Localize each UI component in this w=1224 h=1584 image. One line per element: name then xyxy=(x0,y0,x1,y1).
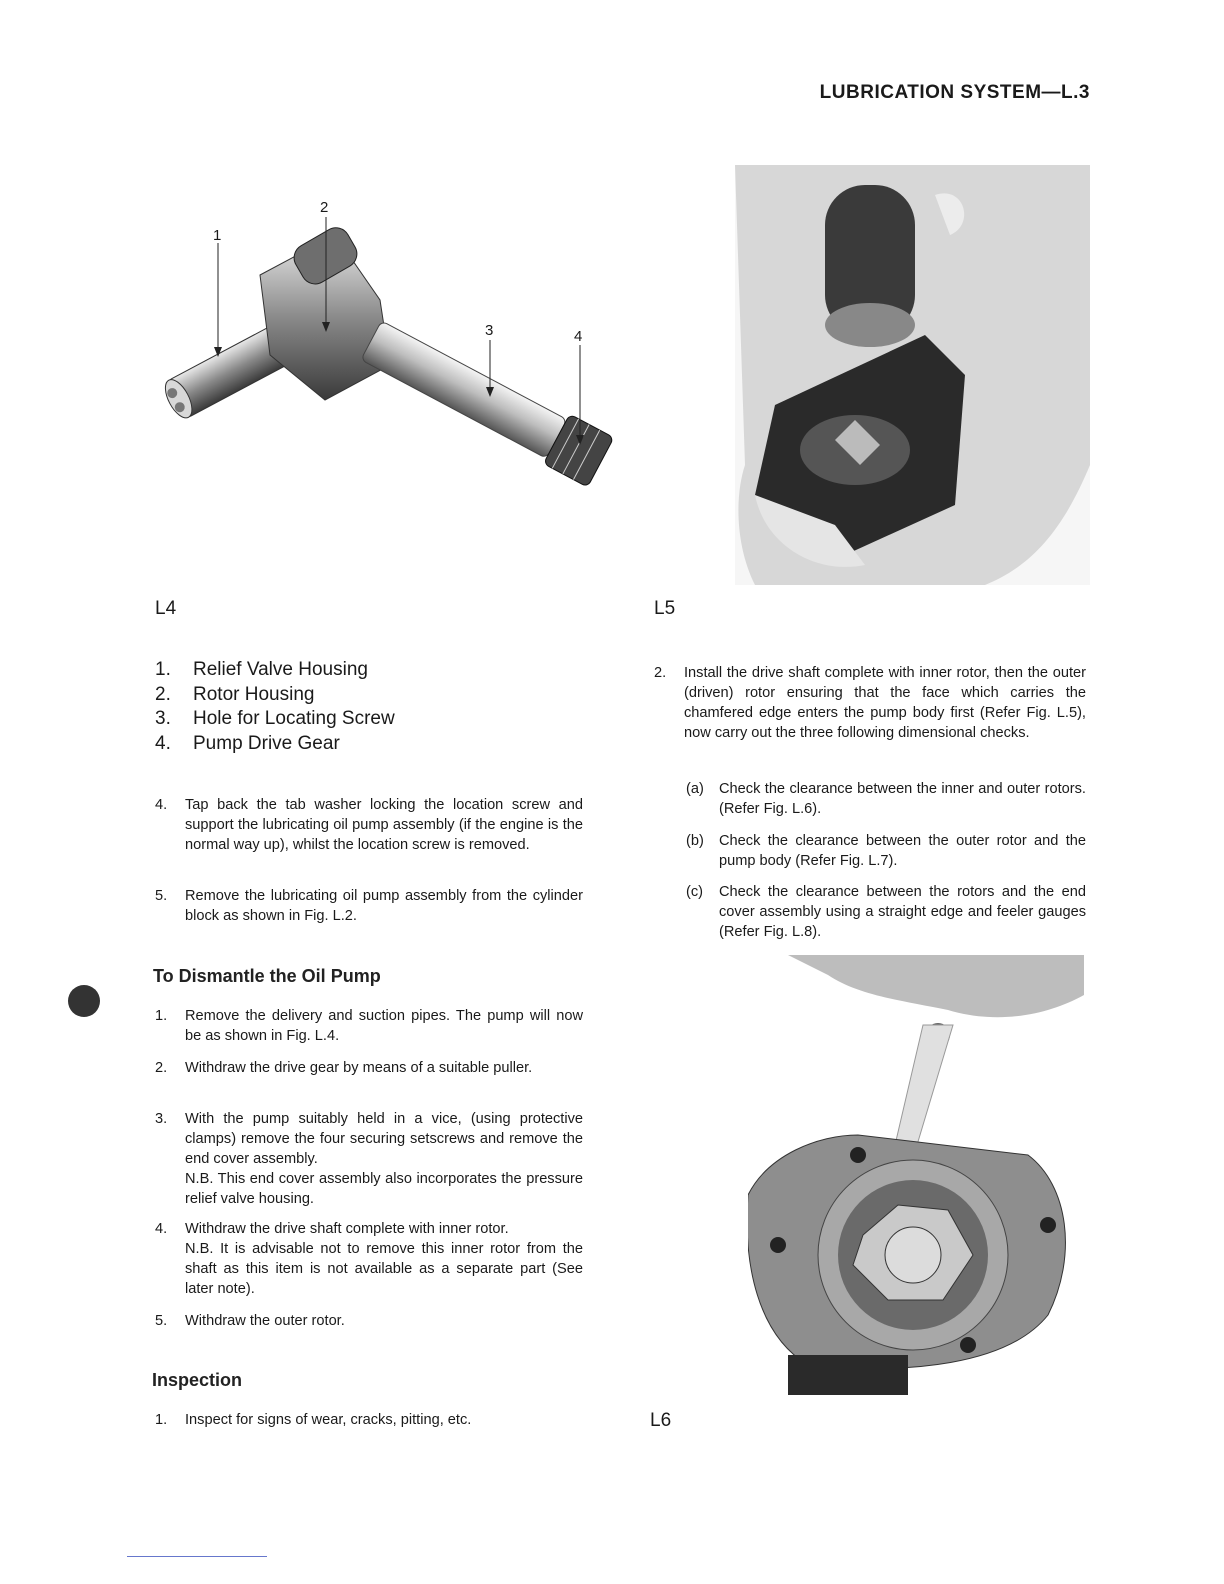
oil-pump-drawing xyxy=(150,195,630,515)
callout-2: 2 xyxy=(320,199,329,216)
removal-step-5: 5. Remove the lubricating oil pump assembly from the cylinder block as shown in Fig. L.2. xyxy=(155,888,583,924)
figure-l5-photo xyxy=(735,165,1090,585)
figure-l4-illustration xyxy=(150,195,630,515)
dismantle-step-5: 5. Withdraw the outer rotor. xyxy=(155,1313,345,1329)
pump-in-hand-image xyxy=(735,165,1090,585)
legend-item: 1. Relief Valve Housing xyxy=(155,659,368,680)
check-a: (a) Check the clearance between the inner and outer rotors. (Refer Fig. L.6). xyxy=(686,781,1086,817)
rotor-clearance-image xyxy=(748,955,1084,1395)
check-b: (b) Check the clearance between the outer rotor and the pump body (Refer Fig. L.7). xyxy=(686,833,1086,869)
page-header: LUBRICATION SYSTEM—L.3 xyxy=(819,82,1090,103)
figure-l4-label: L4 xyxy=(155,598,177,619)
callout-3: 3 xyxy=(485,322,494,339)
legend-item: 3. Hole for Locating Screw xyxy=(155,708,395,729)
figure-l6-label: L6 xyxy=(650,1410,672,1431)
dismantle-step-1: 1. Remove the delivery and suction pipes. The pump will now be as shown in Fig. L.4. xyxy=(155,1008,583,1044)
reassembly-step-2: 2. Install the drive shaft complete with inner rotor, then the outer (driven) rotor ensuring that the face which carries the chamfered edge enters the pump body first (Refer Fig. L.5), now carry out the three following dimensional checks. xyxy=(654,665,1086,741)
dismantle-heading: To Dismantle the Oil Pump xyxy=(153,966,381,986)
inspection-heading: Inspection xyxy=(152,1370,243,1390)
legend-item: 2. Rotor Housing xyxy=(155,683,315,705)
dismantle-step-2: 2. Withdraw the drive gear by means of a suitable puller. xyxy=(155,1060,533,1076)
footer-rule xyxy=(127,1556,267,1557)
dismantle-step-3: 3. With the pump suitably held in a vice, (using protective clamps) remove the four securing setscrews and remove the end cover assembly. N.B. This end cover assembly also incorporates the pressure relief valve housing. xyxy=(155,1111,583,1207)
removal-step-4: 4. Tap back the tab washer locking the location screw and support the lubricating oil pump assembly (if the engine is the normal way up), whilst the location screw is removed. xyxy=(155,797,583,853)
callout-4: 4 xyxy=(574,328,583,345)
figure-l5-label: L5 xyxy=(654,598,676,619)
check-c: (c) Check the clearance between the rotors and the end cover assembly using a straight edge and feeler gauges (Refer Fig. L.8). xyxy=(686,884,1086,940)
legend-item: 4. Pump Drive Gear xyxy=(155,732,340,754)
margin-bullet-dot xyxy=(68,985,100,1017)
dismantle-step-4: 4. Withdraw the drive shaft complete with inner rotor. N.B. It is advisable not to remove this inner rotor from the shaft as this item is not available as a separate part (See later note). xyxy=(155,1221,583,1297)
figure-l4-legend xyxy=(155,658,395,756)
inspection-step-1: 1. Inspect for signs of wear, cracks, pitting, etc. xyxy=(155,1412,472,1428)
figure-l6-photo xyxy=(748,955,1084,1395)
callout-1: 1 xyxy=(213,227,222,244)
